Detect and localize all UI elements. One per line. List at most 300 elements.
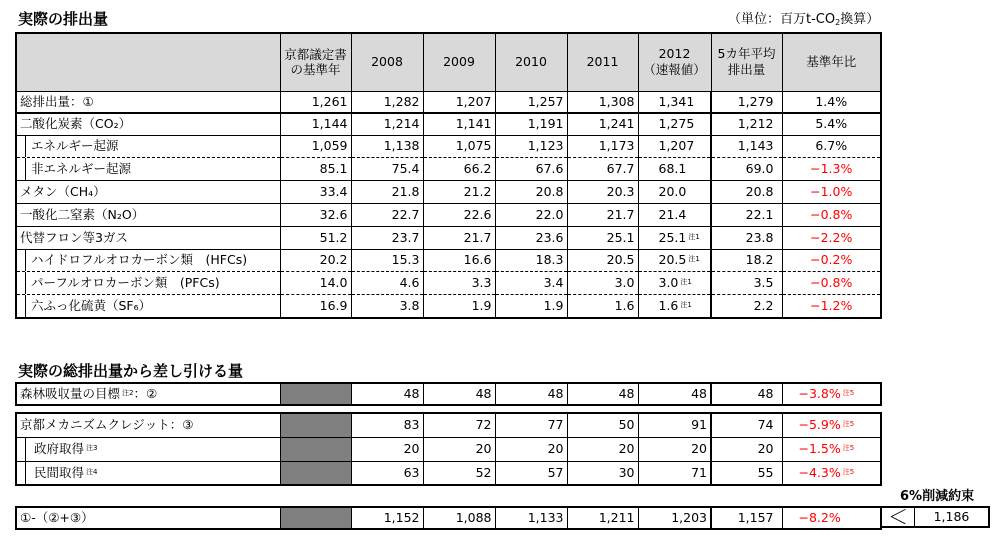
- value-cell: [423, 135, 495, 157]
- cell-value: 55: [757, 464, 774, 480]
- value-cell: [423, 461, 495, 485]
- value-cell: [423, 91, 495, 113]
- ratio-cell: [782, 135, 881, 157]
- cell-value: 1.6: [658, 297, 679, 313]
- cell-value: 48: [757, 386, 774, 401]
- cell-value: 1,257: [527, 93, 564, 109]
- unit-prefix: （単位：百万t-CO: [728, 12, 836, 27]
- cell-value: 3.3: [471, 274, 492, 290]
- header-2012: 2012 （速報値）: [638, 33, 711, 91]
- cell-value: 48: [403, 386, 420, 401]
- cell-value: 22.7: [391, 206, 420, 222]
- value-cell: [711, 135, 782, 157]
- value-cell: [711, 157, 782, 180]
- value-cell: [351, 203, 423, 226]
- value-cell: [495, 249, 567, 271]
- value-cell: [351, 383, 423, 405]
- value-cell: [280, 203, 351, 226]
- cell-value: 3.4: [543, 274, 564, 290]
- cell-value: 1,157: [737, 510, 774, 525]
- cell-value: 14.0: [319, 274, 348, 290]
- value-cell: [495, 113, 567, 135]
- cell-value: 48: [618, 386, 635, 401]
- net-emissions-row: [16, 507, 881, 529]
- value-cell: [495, 461, 567, 485]
- value-cell: [495, 157, 567, 180]
- footnote-mark: 注5: [842, 444, 855, 452]
- value-cell: [567, 180, 638, 203]
- cell-value: 1,059: [311, 138, 348, 153]
- ratio-cell: [782, 157, 881, 180]
- footnote-mark: 注1: [680, 277, 692, 286]
- value-cell: [638, 157, 711, 180]
- cell-value: 21.2: [463, 183, 492, 199]
- row-label: 二酸化炭素（CO₂）: [16, 113, 280, 135]
- ratio-cell: [782, 507, 881, 529]
- value-cell: [638, 294, 711, 318]
- commitment-box: [880, 506, 990, 528]
- cell-value: 1,152: [383, 510, 420, 525]
- cell-value: 2.2: [753, 297, 774, 313]
- value-cell: [711, 91, 782, 113]
- ratio-value: −0.2%: [810, 252, 853, 267]
- value-cell: [495, 180, 567, 203]
- cell-value: 22.6: [463, 206, 492, 222]
- row-label: [16, 383, 280, 405]
- value-cell: [351, 226, 423, 249]
- value-cell: [638, 113, 711, 135]
- value-cell: [495, 91, 567, 113]
- value-cell: [423, 294, 495, 318]
- cell-value: 20.2: [319, 252, 348, 267]
- value-cell: [351, 413, 423, 437]
- cell-value: 1,088: [455, 510, 492, 525]
- row-label-text: 政府取得: [34, 441, 85, 456]
- cell-value: 1,207: [658, 138, 695, 153]
- table-row: [16, 437, 881, 461]
- ratio-value: 5.4%: [815, 116, 848, 132]
- footnote-mark: 注4: [86, 467, 98, 476]
- ratio-value: −3.8%: [798, 386, 841, 401]
- cell-value: 77: [547, 417, 564, 433]
- cell-value: 1,341: [658, 93, 695, 109]
- cell-value: 18.3: [535, 252, 564, 267]
- spacer-row: [16, 405, 881, 413]
- cell-value: 20: [475, 441, 492, 456]
- cell-value: 22.1: [745, 206, 774, 222]
- value-cell: [280, 294, 351, 318]
- value-cell: [423, 113, 495, 135]
- table-row: [16, 249, 881, 271]
- ratio-value: −0.8%: [810, 274, 853, 290]
- unit-suffix: 換算）: [840, 12, 880, 27]
- header-5yr-avg: 5カ年平均排出量: [711, 33, 782, 91]
- cell-value: 20.0: [658, 183, 687, 199]
- header-ratio: 基準年比: [782, 33, 881, 91]
- row-label: [16, 437, 280, 461]
- cell-value: 1,075: [455, 138, 492, 153]
- unit-label: [728, 12, 879, 31]
- value-cell: [351, 507, 423, 529]
- table-row: [16, 113, 881, 135]
- value-cell: [351, 437, 423, 461]
- value-cell: [638, 507, 711, 529]
- ratio-cell: [782, 91, 881, 113]
- value-cell: [280, 135, 351, 157]
- value-cell: [351, 113, 423, 135]
- value-cell: [567, 271, 638, 294]
- cell-value: 1,123: [527, 138, 564, 153]
- value-cell: [567, 91, 638, 113]
- value-cell: [423, 271, 495, 294]
- header-2010: 2010: [495, 33, 567, 91]
- value-cell: [711, 226, 782, 249]
- value-cell: [711, 113, 782, 135]
- value-cell: [567, 294, 638, 318]
- footnote-mark: 注1: [680, 300, 692, 309]
- table-row: [16, 271, 881, 294]
- cell-value: 3.8: [399, 297, 420, 313]
- cell-value: 1,214: [383, 116, 420, 132]
- value-cell: [567, 226, 638, 249]
- cell-value: 67.7: [606, 160, 635, 176]
- ratio-value: −4.3%: [798, 464, 841, 480]
- cell-value: 15.3: [391, 252, 420, 267]
- header-label-cell: [16, 33, 280, 91]
- table-row: [16, 135, 881, 157]
- value-cell: [351, 294, 423, 318]
- header-2011: 2011: [567, 33, 638, 91]
- deductions-table: [15, 382, 882, 486]
- header-base-year: 京都議定書の基準年: [280, 33, 351, 91]
- cell-value: 33.4: [319, 183, 348, 199]
- cell-value: 18.2: [745, 252, 774, 267]
- value-cell: [423, 203, 495, 226]
- cell-value: 20.8: [745, 183, 774, 199]
- cell-value: 20.3: [606, 183, 635, 199]
- ratio-value: −0.8%: [810, 206, 853, 222]
- cell-value: 1.9: [471, 297, 492, 313]
- cell-value: 3.0: [658, 274, 679, 290]
- cell-value: 48: [691, 386, 707, 401]
- value-cell: [638, 135, 711, 157]
- ratio-value: −1.5%: [798, 441, 841, 456]
- value-cell: [638, 203, 711, 226]
- value-cell: [495, 383, 567, 405]
- cell-value: 21.7: [606, 206, 635, 222]
- value-cell: [567, 249, 638, 271]
- value-cell: [711, 437, 782, 461]
- cell-value: 23.7: [391, 229, 420, 245]
- value-cell: [351, 91, 423, 113]
- row-label: [16, 157, 280, 180]
- value-cell: [567, 413, 638, 437]
- section-title-actual-emissions: 実際の排出量: [18, 10, 109, 28]
- table-header-row: [16, 33, 881, 91]
- row-label: メタン（CH₄）: [16, 180, 280, 203]
- cell-value: 25.1: [658, 229, 687, 245]
- cell-value: 20.8: [535, 183, 564, 199]
- cell-value: 21.4: [658, 206, 687, 222]
- row-label-suffix: ：②: [133, 386, 158, 401]
- ratio-cell: [782, 294, 881, 318]
- cell-value: 1,203: [671, 510, 707, 525]
- cell-value: 20: [691, 441, 707, 456]
- value-cell: [567, 157, 638, 180]
- grey-cell: [280, 461, 351, 485]
- cell-value: 66.2: [463, 160, 492, 176]
- cell-value: 21.7: [463, 229, 492, 245]
- value-cell: [711, 203, 782, 226]
- header-2009: 2009: [423, 33, 495, 91]
- cell-value: 1,212: [737, 116, 774, 132]
- ratio-cell: [782, 113, 881, 135]
- cell-value: 1,261: [311, 93, 348, 109]
- value-cell: [711, 507, 782, 529]
- value-cell: [495, 135, 567, 157]
- value-cell: [423, 226, 495, 249]
- value-cell: [711, 249, 782, 271]
- value-cell: [495, 437, 567, 461]
- footnote-mark: 注3: [86, 444, 98, 452]
- row-label: [16, 294, 280, 318]
- cell-value: 1,211: [598, 510, 635, 525]
- row-label-text: 六ふっ化硫黄（SF₆）: [31, 297, 152, 313]
- cell-value: 1,144: [311, 116, 348, 132]
- value-cell: [495, 226, 567, 249]
- net-emissions-table: [15, 506, 882, 530]
- row-label: [16, 413, 280, 437]
- table-row: [16, 383, 881, 405]
- row-label-text: 民間取得: [34, 464, 85, 480]
- row-label-text: 非エネルギー起源: [31, 160, 132, 176]
- cell-value: 3.5: [753, 274, 774, 290]
- value-cell: [423, 437, 495, 461]
- value-cell: [280, 113, 351, 135]
- cell-value: 23.8: [745, 229, 774, 245]
- row-label-text: 京都メカニズムクレジット：③: [20, 417, 194, 433]
- cell-value: 20: [618, 441, 635, 456]
- table-row: [16, 157, 881, 180]
- ratio-cell: [782, 180, 881, 203]
- cell-value: 1,141: [455, 116, 492, 132]
- value-cell: [567, 203, 638, 226]
- value-cell: [351, 135, 423, 157]
- value-cell: [495, 413, 567, 437]
- cell-value: 23.6: [535, 229, 564, 245]
- cell-value: 68.1: [658, 160, 687, 176]
- value-cell: [351, 180, 423, 203]
- cell-value: 21.8: [391, 183, 420, 199]
- cell-value: 57: [547, 464, 564, 480]
- ratio-value: −1.3%: [810, 160, 853, 176]
- ratio-cell: [782, 413, 881, 437]
- cell-value: 25.1: [606, 229, 635, 245]
- value-cell: [711, 413, 782, 437]
- footnote-mark: 注1: [688, 232, 700, 241]
- cell-value: 22.0: [535, 206, 564, 222]
- cell-value: 3.0: [614, 274, 635, 290]
- footnote-mark: 注1: [688, 255, 700, 263]
- value-cell: [638, 461, 711, 485]
- cell-value: 50: [618, 417, 635, 433]
- grey-cell: [280, 383, 351, 405]
- footnote-mark: 注5: [842, 467, 855, 476]
- value-cell: [495, 203, 567, 226]
- cell-value: 1,191: [527, 116, 564, 132]
- value-cell: [638, 437, 711, 461]
- value-cell: [711, 294, 782, 318]
- cell-value: 63: [403, 464, 420, 480]
- value-cell: [351, 157, 423, 180]
- cell-value: 1,275: [658, 116, 695, 132]
- header-2008: 2008: [351, 33, 423, 91]
- cell-value: 20.5: [606, 252, 635, 267]
- value-cell: [638, 180, 711, 203]
- cell-value: 16.6: [463, 252, 492, 267]
- table-row: [16, 203, 881, 226]
- value-cell: [567, 437, 638, 461]
- value-cell: [280, 180, 351, 203]
- value-cell: [711, 461, 782, 485]
- less-than-sign: ＜: [882, 508, 915, 526]
- value-cell: [567, 113, 638, 135]
- value-cell: [423, 507, 495, 529]
- ratio-value: −2.2%: [810, 229, 853, 245]
- row-label-text: 森林吸収量の目標: [20, 386, 121, 401]
- row-label: [16, 271, 280, 294]
- section-title-deductions: 実際の総排出量から差し引ける量: [18, 362, 244, 380]
- ratio-cell: [782, 203, 881, 226]
- table-row: [16, 294, 881, 318]
- cell-value: 1.6: [614, 297, 635, 313]
- row-label: 代替フロン等3ガス: [16, 226, 280, 249]
- table-row: [16, 461, 881, 485]
- ratio-cell: [782, 437, 881, 461]
- cell-value: 30: [618, 464, 635, 480]
- cell-value: 20.5: [658, 252, 687, 267]
- value-cell: [495, 271, 567, 294]
- value-cell: [638, 249, 711, 271]
- table-row: [16, 413, 881, 437]
- value-cell: [495, 507, 567, 529]
- value-cell: [351, 249, 423, 271]
- ratio-value: −5.9%: [798, 417, 841, 433]
- ratio-value: 1.4%: [815, 93, 848, 109]
- grey-cell: [280, 507, 351, 529]
- cell-value: 69.0: [745, 160, 774, 176]
- cell-value: 20: [403, 441, 420, 456]
- footnote-mark: 注5: [842, 420, 855, 429]
- value-cell: [423, 157, 495, 180]
- value-cell: [280, 249, 351, 271]
- cell-value: 67.6: [535, 160, 564, 176]
- ratio-value: −1.2%: [810, 297, 853, 313]
- value-cell: [711, 383, 782, 405]
- cell-value: 48: [547, 386, 564, 401]
- ratio-cell: [782, 249, 881, 271]
- cell-value: 52: [475, 464, 492, 480]
- cell-value: 1,143: [737, 138, 774, 153]
- cell-value: 1,282: [383, 93, 420, 109]
- cell-value: 1,133: [527, 510, 564, 525]
- value-cell: [423, 249, 495, 271]
- grey-cell: [280, 437, 351, 461]
- grey-cell: [280, 413, 351, 437]
- value-cell: [567, 383, 638, 405]
- ratio-cell: [782, 383, 881, 405]
- row-label: 総排出量：①: [16, 91, 280, 113]
- value-cell: [711, 180, 782, 203]
- table-row: [16, 226, 881, 249]
- value-cell: [495, 294, 567, 318]
- cell-value: 91: [691, 417, 707, 433]
- cell-value: 1,241: [598, 116, 635, 132]
- commitment-value: 1,186: [933, 509, 970, 524]
- footnote-mark: 注5: [842, 389, 855, 397]
- value-cell: [567, 135, 638, 157]
- ratio-value: −1.0%: [810, 183, 853, 199]
- ratio-cell: [782, 461, 881, 485]
- row-label-text: ハイドロフルオロカーボン類 (HFCs): [31, 252, 248, 267]
- row-label: [16, 249, 280, 271]
- value-cell: [423, 413, 495, 437]
- ratio-value: −8.2%: [798, 510, 841, 525]
- row-label-text: パーフルオロカーボン類 (PFCs): [31, 274, 220, 290]
- cell-value: 4.6: [399, 274, 420, 290]
- cell-value: 32.6: [319, 206, 348, 222]
- cell-value: 1.9: [543, 297, 564, 313]
- value-cell: [567, 461, 638, 485]
- value-cell: [567, 507, 638, 529]
- value-cell: [280, 271, 351, 294]
- row-label: ①-（②+③）: [16, 507, 280, 529]
- cell-value: 20: [547, 441, 564, 456]
- value-cell: [423, 180, 495, 203]
- value-cell: [280, 157, 351, 180]
- cell-value: 72: [475, 417, 492, 433]
- value-cell: [423, 383, 495, 405]
- value-cell: [711, 271, 782, 294]
- cell-value: 71: [691, 464, 707, 480]
- cell-value: 1,138: [383, 138, 420, 153]
- cell-value: 1,308: [598, 93, 635, 109]
- ratio-cell: [782, 226, 881, 249]
- unit-subscript: 2: [835, 18, 841, 27]
- row-label: [16, 135, 280, 157]
- cell-value: 51.2: [319, 229, 348, 245]
- ratio-cell: [782, 271, 881, 294]
- row-label: 一酸化二窒素（N₂O）: [16, 203, 280, 226]
- value-cell: [638, 413, 711, 437]
- table-row: [16, 91, 881, 113]
- cell-value: 75.4: [391, 160, 420, 176]
- footnote-mark: 注2: [122, 389, 134, 397]
- cell-value: 74: [757, 417, 774, 433]
- value-cell: [638, 226, 711, 249]
- ratio-value: 6.7%: [815, 138, 848, 153]
- value-cell: [351, 271, 423, 294]
- value-cell: [280, 226, 351, 249]
- value-cell: [351, 461, 423, 485]
- value-cell: [638, 91, 711, 113]
- cell-value: 20: [757, 441, 774, 456]
- commitment-title: 6%削減約束: [900, 489, 975, 504]
- value-cell: [638, 271, 711, 294]
- cell-value: 1,173: [598, 138, 635, 153]
- row-label: [16, 461, 280, 485]
- cell-value: 1,279: [737, 93, 774, 109]
